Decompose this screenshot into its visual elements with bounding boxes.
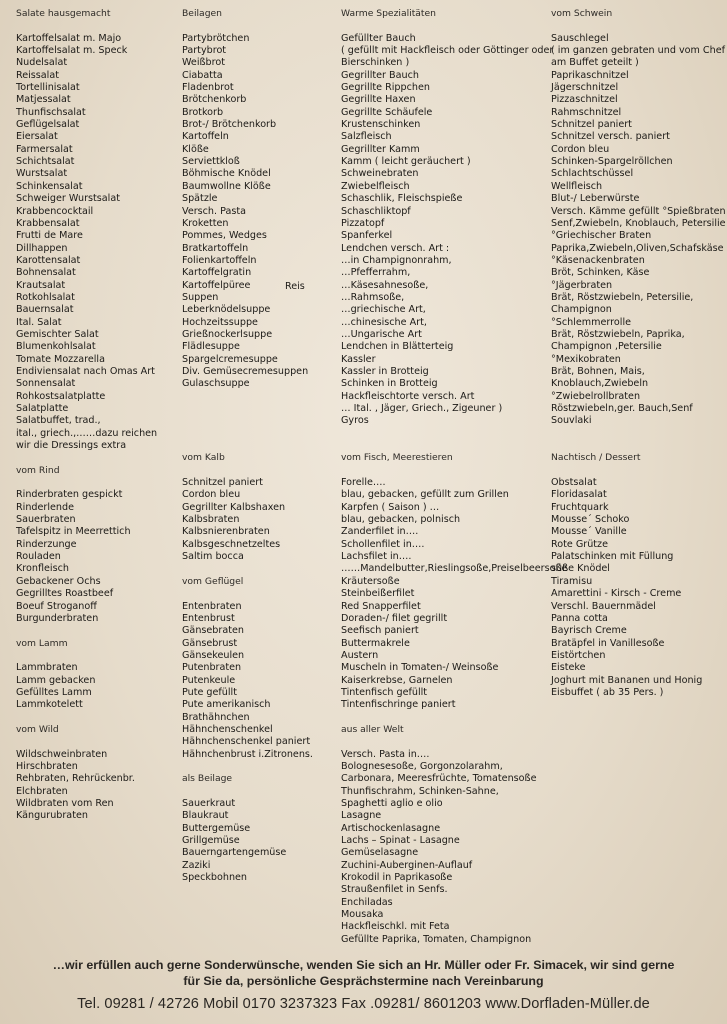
pork-list: [551, 32, 726, 428]
contact-line: Tel. 09281 / 42726 Mobil 0170 3237323 Fax .09281/ 8601203 www.Dorfladen-Müller.de: [77, 996, 650, 1012]
menu-item: Bohnensalat: [16, 267, 76, 279]
menu-item: Endiviensalat nach Omas Art: [16, 365, 155, 377]
column-salads: [16, 8, 166, 823]
menu-item: Krabbensalat: [16, 217, 80, 229]
menu-item: Spätzle: [182, 193, 218, 205]
menu-item: Fruchtquark: [551, 501, 609, 513]
menu-item: Thunfischrahm, Schinken-Sahne,: [341, 785, 499, 797]
game-heading: vom Wild: [16, 723, 59, 735]
menu-item: Brät, Bohnen, Mais,: [551, 365, 645, 377]
menu-item: Bratäpfel in Vanillesoße: [551, 637, 665, 649]
menu-item: Knoblauch,Zwiebeln: [551, 378, 649, 390]
menu-item: Pommes, Wedges: [182, 230, 267, 242]
menu-item: Tintenfischringe paniert: [341, 699, 456, 711]
menu-item: Folienkartoffeln: [182, 254, 257, 266]
menu-item: Suppen: [182, 291, 219, 303]
menu-item: Straußenfilet in Senfs.: [341, 884, 448, 896]
column-warm-specialties: [341, 8, 568, 946]
menu-item: Forelle….: [341, 477, 386, 489]
menu-item: Sonnensalat: [16, 378, 76, 390]
menu-item: Champignon: [551, 304, 612, 316]
menu-item: Hackfleischkl. mit Feta: [341, 921, 450, 933]
menu-item: Schichtsalat: [16, 156, 75, 168]
menu-item: Krabbencocktail: [16, 205, 94, 217]
salads-list: [16, 33, 166, 453]
menu-item: …griechische Art,: [341, 304, 426, 316]
menu-item: Rinderbraten gespickt: [16, 489, 123, 501]
menu-item: Eiersalat: [16, 131, 58, 143]
menu-item: Joghurt mit Bananen und Honig: [551, 674, 703, 686]
menu-item: Gegrillte Rippchen: [341, 82, 430, 94]
menu-item: Weißbrot: [182, 57, 225, 69]
menu-item: Enchiladas: [341, 896, 393, 908]
menu-item: Kalbsbraten: [182, 514, 240, 526]
menu-item: Kaiserkrebse, Garnelen: [341, 674, 453, 686]
menu-item: Kroketten: [182, 217, 229, 229]
menu-item: Blut-/ Leberwürste: [551, 193, 640, 205]
menu-item: Gefüllter Bauch: [341, 32, 416, 44]
menu-item: Burgunderbraten: [16, 612, 99, 624]
salads-heading: Salate hausgemacht: [16, 8, 111, 19]
menu-item: Rotkohlsalat: [16, 291, 75, 303]
menu-item: Gefüllte Paprika, Tomaten, Champignon: [341, 933, 532, 945]
menu-item: Kartoffelpüree: [182, 279, 251, 291]
beef-heading: vom Rind: [16, 464, 60, 476]
poultry-list: [182, 601, 332, 761]
menu-item: Gegrillter Kalbshaxen: [182, 501, 286, 513]
menu-item: Lendchen versch. Art :: [341, 242, 450, 254]
menu-item: Salatbuffet, trad.,: [16, 415, 101, 427]
menu-item: Kartoffelgratin: [182, 267, 252, 279]
menu-item: …Ungarische Art: [341, 328, 422, 340]
menu-item: Brathähnchen: [182, 711, 250, 723]
menu-item: Eisteke: [551, 662, 586, 674]
menu-item: Mousse´ Schoko: [551, 514, 630, 526]
menu-item: Klöße: [182, 143, 209, 155]
menu-item: Schinken in Brotteig: [341, 378, 438, 390]
menu-item: Wellfleisch: [551, 180, 603, 192]
menu-item: Bierschinken ): [341, 57, 410, 69]
menu-item: Schollenfilet in….: [341, 538, 425, 550]
menu-item: Pizzatopf: [341, 217, 385, 229]
menu-item: Tortellinisalat: [16, 82, 80, 94]
menu-item: Amarettini - Kirsch - Creme: [551, 588, 682, 600]
lamb-heading: vom Lamm: [16, 637, 68, 649]
menu-item: °Käsenackenbraten: [551, 254, 645, 266]
menu-item: Souvlaki: [551, 415, 592, 427]
menu-item: Brät, Röstzwiebeln, Paprika,: [551, 328, 685, 340]
menu-item: …Käsesahnesoße,: [341, 279, 429, 291]
menu-item: Krustenschinken: [341, 119, 421, 131]
menu-item: Röstzwiebeln,ger. Bauch,Senf: [551, 403, 693, 414]
fish-list: [341, 477, 568, 712]
menu-item: Jägerschnitzel: [551, 82, 619, 94]
menu-item: Brot-/ Brötchenkorb: [182, 119, 277, 131]
menu-item: Seefisch paniert: [341, 625, 419, 637]
menu-item: Schnitzel paniert: [182, 477, 263, 489]
menu-item: Brät, Röstzwiebeln, Petersilie,: [551, 291, 694, 303]
menu-item: Schweiger Wurstsalat: [16, 193, 120, 205]
menu-item: ……Mandelbutter,Rieslingsoße,Preiselbeersoße: [341, 563, 568, 575]
menu-item: Hähnchenschenkel paniert: [182, 736, 311, 748]
menu-item: am Buffet geteilt ): [551, 57, 639, 69]
world-heading: aus aller Welt: [341, 723, 404, 735]
menu-item: °Zwiebelrollbraten: [551, 390, 641, 402]
menu-item: blau, gebacken, gefüllt zum Grillen: [341, 489, 509, 501]
menu-item: Geflügelsalat: [16, 119, 80, 131]
menu-item: Karpfen ( Saison ) …: [341, 501, 440, 513]
sides-list: [182, 33, 332, 391]
menu-item: Schinkensalat: [16, 180, 83, 192]
menu-item: Zaziki: [182, 859, 211, 871]
menu-item: Dillhappen: [16, 242, 68, 254]
menu-item: Rinderzunge: [16, 538, 77, 550]
menu-item: …Rahmsoße,: [341, 291, 405, 303]
menu-item: … Ital. , Jäger, Griech., Zigeuner ): [341, 403, 503, 414]
menu-item: Panna cotta: [551, 612, 608, 624]
menu-item: Salzfleisch: [341, 131, 392, 143]
menu-item: Bauernsalat: [16, 304, 74, 316]
menu-item: Putenbraten: [182, 662, 242, 674]
menu-item: Krautsalat: [16, 279, 66, 291]
special-requests-note: [0, 957, 727, 989]
menu-item: Kalbsgeschnetzeltes: [182, 538, 281, 550]
menu-item: Lachsfilet in….: [341, 551, 412, 563]
menu-item: °Schlemmerrolle: [551, 316, 632, 328]
menu-item: Wildschweinbraten: [16, 748, 108, 760]
dessert-heading: Nachtisch / Dessert: [551, 452, 641, 464]
menu-item: Rinderlende: [16, 501, 74, 513]
note-line-1: …wir erfüllen auch gerne Sonderwünsche, wenden Sie sich an Hr. Müller oder Fr. Simacek, wir sind gerne: [52, 958, 675, 972]
menu-item: Krokodil in Paprikasoße: [341, 872, 453, 884]
menu-item: wir die Dressings extra: [16, 440, 127, 452]
menu-item: Lasagne: [341, 810, 382, 822]
menu-item: Gefülltes Lamm: [16, 686, 92, 698]
menu-item: Schlachtschüssel: [551, 168, 634, 180]
menu-item: Ciabatta: [182, 69, 223, 81]
game-list: [16, 749, 166, 823]
menu-item: Gebackener Ochs: [16, 575, 101, 587]
sides-heading: Beilagen: [182, 8, 222, 19]
lamb-list: [16, 662, 166, 711]
menu-item: Versch. Pasta: [182, 205, 246, 217]
menu-item: Tomate Mozzarella: [16, 353, 105, 365]
menu-item: Hackfleischtorte versch. Art: [341, 390, 475, 402]
menu-item: Wurstsalat: [16, 168, 68, 180]
menu-item: Kassler in Brotteig: [341, 365, 429, 377]
menu-item: Tafelspitz in Meerrettich: [16, 526, 131, 538]
menu-item: Gänsebraten: [182, 625, 244, 637]
menu-item: Lamm gebacken: [16, 674, 96, 686]
menu-item: Kängurubraten: [16, 810, 88, 822]
menu-item: blau, gebacken, polnisch: [341, 514, 461, 526]
menu-item: Lendchen in Blätterteig: [341, 341, 454, 353]
menu-item: Böhmische Knödel: [182, 168, 271, 180]
menu-item: Kartoffelsalat m. Majo: [16, 32, 122, 44]
menu-item: Flädlesuppe: [182, 341, 240, 353]
menu-item: süße Knödel: [551, 563, 610, 575]
menu-item: Partybrot: [182, 45, 227, 57]
menu-item: Sauschlegel: [551, 32, 609, 44]
side-dish-list: [182, 798, 332, 884]
menu-item: Gemischter Salat: [16, 328, 99, 340]
menu-item: Mousaka: [341, 909, 384, 921]
menu-item: Speckbohnen: [182, 872, 248, 884]
menu-item: ( gefüllt mit Hackfleisch oder Göttinger oder: [341, 45, 554, 57]
menu-item: Schnitzel paniert: [551, 119, 632, 131]
menu-item: Serviettkloß: [182, 156, 240, 168]
menu-item: Schaschlik, Fleischspieße: [341, 193, 463, 205]
menu-item: Sauerkraut: [182, 798, 236, 809]
menu-item: Palatschinken mit Füllung: [551, 551, 674, 563]
menu-item: °Mexikobraten: [551, 353, 621, 365]
world-list: [341, 749, 546, 947]
menu-item: Rehbraten, Rehrückenbr.: [16, 773, 135, 785]
menu-item: Grießnockerlsuppe: [182, 328, 273, 340]
menu-item: Reissalat: [16, 69, 59, 81]
menu-item: Salatplatte: [16, 403, 69, 414]
menu-item: Floridasalat: [551, 489, 607, 501]
menu-item: Buttergemüse: [182, 822, 251, 834]
menu-item: Wildbraten vom Ren: [16, 798, 114, 809]
menu-item: Zanderfilet in….: [341, 526, 419, 538]
menu-item: Zuchini-Auberginen-Auflauf: [341, 859, 473, 871]
menu-item: Austern: [341, 649, 379, 661]
menu-item: Saltim bocca: [182, 551, 244, 563]
beef-list: [16, 489, 166, 625]
menu-item: Boeuf Stroganoff: [16, 600, 97, 612]
menu-item: Schnitzel versch. paniert: [551, 131, 670, 143]
menu-item: Cordon bleu: [551, 143, 610, 155]
menu-item: Paprika,Zwiebeln,Oliven,Schafskäse: [551, 242, 724, 254]
menu-item: Putenkeule: [182, 674, 236, 686]
dessert-list: [551, 477, 723, 699]
menu-item: Pizzaschnitzel: [551, 94, 618, 106]
menu-item: Farmersalat: [16, 143, 73, 155]
menu-item: Pute amerikanisch: [182, 699, 271, 711]
menu-item: Artischockenlasagne: [341, 822, 441, 834]
menu-item: °Jägerbraten: [551, 279, 613, 291]
menu-item: Versch. Pasta in….: [341, 748, 430, 760]
column-pork: [551, 8, 726, 699]
menu-item: Hochzeitssuppe: [182, 316, 258, 328]
menu-item: Entenbraten: [182, 600, 242, 612]
menu-item: Carbonara, Meeresfrüchte, Tomatensoße: [341, 773, 537, 785]
menu-item: Lammbraten: [16, 662, 78, 674]
menu-item: Verschl. Bauernmädel: [551, 600, 656, 612]
menu-item: Gyros: [341, 415, 369, 427]
menu-item: Lammkotelett: [16, 699, 83, 711]
menu-item: Red Snapperfilet: [341, 600, 421, 612]
menu-item: Cordon bleu: [182, 489, 241, 501]
menu-item: Hähnchenbrust i.Zitronens.: [182, 748, 313, 760]
menu-item: Tiramisu: [551, 575, 593, 587]
menu-item: ( im ganzen gebraten und vom Chef: [551, 45, 725, 57]
veal-list: [182, 477, 332, 563]
menu-item: Kassler: [341, 353, 376, 365]
menu-item: Gemüselasagne: [341, 847, 419, 859]
pork-heading: vom Schwein: [551, 8, 613, 19]
menu-item: Blumenkohlsalat: [16, 341, 96, 353]
menu-item: Partybrötchen: [182, 32, 250, 44]
menu-item: Gegrillter Kamm: [341, 143, 420, 155]
menu-item: Div. Gemüsecremesuppen: [182, 365, 309, 377]
menu-item: Kalbsnierenbraten: [182, 526, 270, 538]
side-heading: als Beilage: [182, 773, 233, 785]
warm-list: [341, 32, 554, 428]
poultry-heading: vom Geflügel: [182, 575, 244, 587]
menu-item: Brotkorb: [182, 106, 224, 118]
menu-item: Doraden-/ filet gegrillt: [341, 612, 448, 624]
menu-item: Rohkostsalatplatte: [16, 390, 106, 402]
menu-item: Karottensalat: [16, 254, 81, 266]
menu-item: Obstsalat: [551, 477, 597, 489]
menu-item: Paprikaschnitzel: [551, 69, 629, 81]
menu-item: Spaghetti aglio e olio: [341, 798, 443, 809]
menu-item: Eistörtchen: [551, 649, 606, 661]
menu-item: Kartoffeln: [182, 131, 229, 143]
menu-item: Gegrillte Schäufele: [341, 106, 433, 118]
menu-item: Elchbraten: [16, 785, 68, 797]
menu-item: Brötchenkorb: [182, 94, 247, 106]
menu-item: Frutti de Mare: [16, 230, 83, 242]
rice-label: Reis: [285, 281, 305, 292]
menu-item: Gegrilltes Roastbeef: [16, 588, 114, 600]
veal-heading: vom Kalb: [182, 452, 225, 464]
menu-item: Bolognesesoße, Gorgonzolarahm,: [341, 760, 503, 772]
warm-heading: Warme Spezialitäten: [341, 8, 437, 19]
menu-item: Bröt, Schinken, Käse: [551, 267, 650, 279]
menu-item: Entenbrust: [182, 612, 235, 624]
menu-item: …Pfefferrahm,: [341, 267, 411, 279]
menu-item: Matjessalat: [16, 94, 71, 106]
menu-item: Versch. Kämme gefüllt °Spießbraten: [551, 205, 726, 217]
menu-item: Bratkartoffeln: [182, 242, 249, 254]
menu-item: Gänsebrust: [182, 637, 238, 649]
menu-item: Mousse´ Vanille: [551, 526, 627, 538]
menu-item: Steinbeißerfilet: [341, 588, 415, 600]
menu-item: Thunfischsalat: [16, 106, 86, 118]
menu-item: Hähnchenschenkel: [182, 723, 273, 735]
menu-item: Rahmschnitzel: [551, 106, 622, 118]
menu-item: …in Champignonrahm,: [341, 254, 452, 266]
menu-item: Bayrisch Creme: [551, 625, 627, 637]
menu-item: °Griechischer Braten: [551, 230, 652, 242]
note-line-2: für Sie da, persönliche Gesprächstermine nach Vereinbarung: [183, 974, 544, 988]
menu-item: Baumwollne Klöße: [182, 180, 271, 192]
menu-item: Spargelcremesuppe: [182, 353, 278, 365]
menu-item: Gulaschsuppe: [182, 378, 250, 390]
menu-item: Eisbuffet ( ab 35 Pers. ): [551, 686, 664, 698]
menu-item: Bauerngartengemüse: [182, 847, 287, 859]
menu-item: …chinesische Art,: [341, 316, 427, 328]
menu-item: Grillgemüse: [182, 835, 240, 847]
menu-item: Kräutersoße: [341, 575, 400, 587]
menu-item: Rote Grütze: [551, 538, 608, 550]
menu-item: ital., griech.,……dazu reichen: [16, 427, 158, 439]
menu-item: Sauerbraten: [16, 514, 76, 526]
menu-item: Hirschbraten: [16, 760, 78, 772]
menu-item: Zwiebelfleisch: [341, 180, 410, 192]
menu-item: Champignon ,Petersilie: [551, 341, 662, 353]
menu-item: Buttermakrele: [341, 637, 410, 649]
menu-item: Kronfleisch: [16, 563, 69, 575]
menu-item: Leberknödelsuppe: [182, 304, 271, 316]
menu-item: Blaukraut: [182, 810, 229, 822]
menu-item: Schaschliktopf: [341, 205, 411, 217]
menu-item: Spanferkel: [341, 230, 393, 242]
menu-item: Tintenfisch gefüllt: [341, 686, 428, 698]
menu-item: Gegrillter Bauch: [341, 69, 419, 81]
menu-item: Schweinebraten: [341, 168, 419, 180]
menu-item: Nudelsalat: [16, 57, 68, 69]
menu-item: Rouladen: [16, 551, 61, 563]
menu-item: Schinken-Spargelröllchen: [551, 156, 673, 168]
menu-item: Pute gefüllt: [182, 686, 237, 698]
menu-item: Kamm ( leicht geräuchert ): [341, 156, 471, 168]
menu-item: Lachs – Spinat - Lasagne: [341, 835, 460, 847]
menu-item: Fladenbrot: [182, 82, 234, 94]
menu-item: Ital. Salat: [16, 316, 62, 328]
menu-item: Gänsekeulen: [182, 649, 245, 661]
menu-item: Senf,Zwiebeln, Knoblauch, Petersilie: [551, 217, 726, 229]
menu-item: Muscheln in Tomaten-/ Weinsoße: [341, 662, 499, 674]
fish-heading: vom Fisch, Meerestieren: [341, 452, 453, 464]
menu-item: Gegrillte Haxen: [341, 94, 416, 106]
menu-item: Kartoffelsalat m. Speck: [16, 45, 128, 57]
column-sides: [182, 8, 332, 884]
